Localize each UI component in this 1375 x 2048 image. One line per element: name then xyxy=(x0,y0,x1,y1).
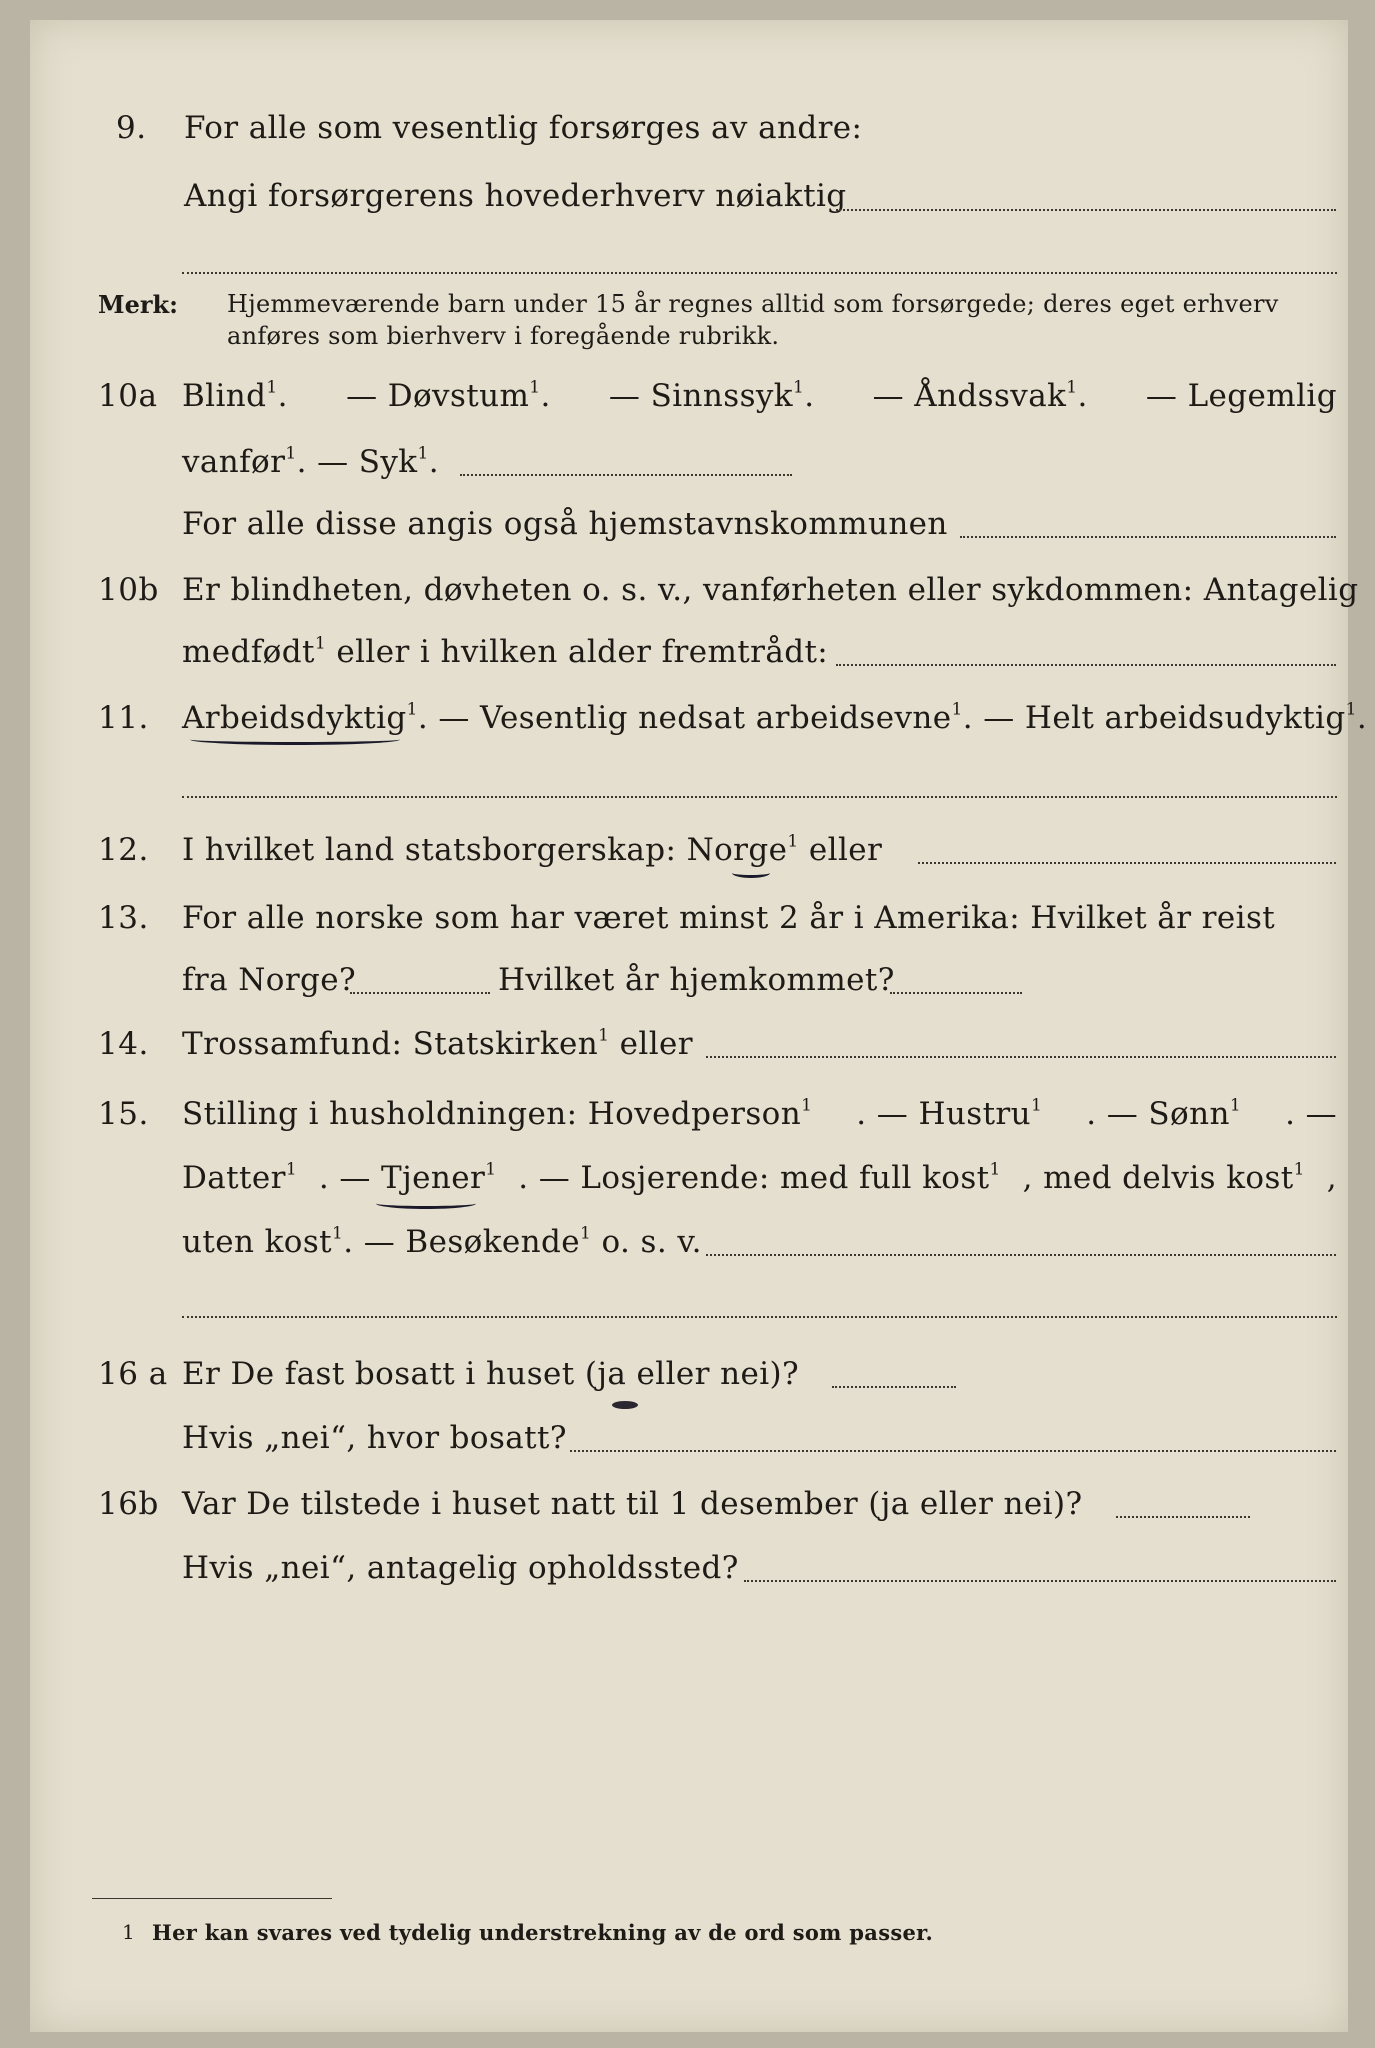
pen-underline-mark xyxy=(732,868,770,878)
answer-field[interactable] xyxy=(744,1580,1336,1582)
question-text: For alle disse angis også hjemstavnskommunen xyxy=(182,506,948,542)
question-text xyxy=(182,378,1337,414)
question-number: 13. xyxy=(98,900,149,936)
answer-field[interactable] xyxy=(960,536,1336,538)
pen-underline-mark xyxy=(376,1198,476,1209)
option-arbeidsdyktig[interactable]: Arbeidsdyktig xyxy=(182,700,407,736)
question-text: Hvis „nei“, hvor bosatt? xyxy=(182,1420,567,1456)
census-form-page xyxy=(30,20,1368,2032)
footnote-marker: 1 xyxy=(122,1920,135,1944)
answer-field[interactable] xyxy=(832,1386,956,1388)
option-sinnssyk[interactable]: — Sinnssyk$^1$. xyxy=(608,377,815,414)
question-number: 9. xyxy=(116,110,147,146)
question-number: 12. xyxy=(98,832,149,868)
question-number: 15. xyxy=(98,1096,149,1132)
answer-field[interactable] xyxy=(182,796,1337,798)
pen-underline-mark xyxy=(190,734,400,745)
footnote-rule xyxy=(92,1898,332,1899)
option-blind[interactable]: Blind$^1$. xyxy=(182,377,288,414)
question-text: Trossamfund: Statskirken$^1$ eller xyxy=(182,1025,694,1062)
answer-field[interactable] xyxy=(890,992,1022,994)
question-text: Hvilket år hjemkommet? xyxy=(498,962,895,998)
answer-field[interactable] xyxy=(350,992,490,994)
question-text: For alle norske som har været minst 2 år i Amerika: Hvilket år reist xyxy=(182,900,1276,936)
answer-field[interactable] xyxy=(182,1316,1337,1318)
note-text: Hjemmeværende barn under 15 år regnes alltid som forsørgede; deres eget erhverv xyxy=(227,290,1279,318)
answer-field[interactable] xyxy=(836,664,1336,666)
question-text: Er De fast bosatt i huset (ja eller nei)? xyxy=(182,1356,800,1392)
question-number: 16b xyxy=(98,1486,159,1522)
question-text: For alle som vesentlig forsørges av andre: xyxy=(184,110,863,146)
answer-field[interactable] xyxy=(460,474,792,476)
answer-field[interactable] xyxy=(182,272,1337,274)
question-text: Hvis „nei“, antagelig opholdssted? xyxy=(182,1550,739,1586)
question-text: Stilling i husholdningen: Hovedperson$^1$ . — Hustru$^1$ . — Sønn$^1$ . — xyxy=(182,1095,1337,1132)
question-number: 14. xyxy=(98,1026,149,1062)
answer-field[interactable] xyxy=(836,209,1336,211)
answer-field[interactable] xyxy=(570,1450,1336,1452)
footnote-text: Her kan svares ved tydelig understrekning av de ord som passer. xyxy=(152,1920,934,1945)
note-text: anføres som bierhverv i foregående rubrikk. xyxy=(227,322,780,350)
answer-field[interactable] xyxy=(706,1254,1336,1256)
note-label: Merk: xyxy=(98,290,178,319)
question-text: medfødt$^1$ eller i hvilken alder fremtrådt: xyxy=(182,633,829,670)
answer-field[interactable] xyxy=(918,862,1336,864)
ink-blot xyxy=(612,1401,638,1409)
question-text: uten kost$^1$. — Besøkende$^1$ o. s. v. xyxy=(182,1223,702,1260)
answer-field[interactable] xyxy=(1116,1516,1250,1518)
answer-field[interactable] xyxy=(706,1056,1336,1058)
question-text: I hvilket land statsborgerskap: Norge$^1$ eller xyxy=(182,831,883,868)
question-text: Er blindheten, døvheten o. s. v., vanførheten eller sykdommen: Antagelig xyxy=(182,572,1359,608)
question-text: Arbeidsdyktig$^1$. — Vesentlig nedsat arbeidsevne$^1$. — Helt arbeidsudyktig$^1$. xyxy=(182,699,1368,736)
option-tjener[interactable]: . — Tjener$^1$ xyxy=(318,1159,497,1196)
question-text: Datter$^1$ . — Tjener$^1$ . — Losjerende: med full kost$^1$ , med delvis kost$^1$ , xyxy=(182,1159,1337,1196)
question-text: Var De tilstede i huset natt til 1 desember (ja eller nei)? xyxy=(182,1486,1083,1522)
option-legemlig[interactable]: — Legemlig xyxy=(1145,378,1337,414)
question-number: 10a xyxy=(98,378,158,414)
option-andssvak[interactable]: — Åndssvak$^1$. xyxy=(872,377,1088,414)
question-number: 11. xyxy=(98,700,149,736)
question-text: fra Norge? xyxy=(182,962,357,998)
option-norge[interactable]: Norge xyxy=(686,832,788,868)
option-dovstum[interactable]: — Døvstum$^1$. xyxy=(346,377,551,414)
question-text: vanfør$^1$. — Syk$^1$. xyxy=(182,443,439,480)
question-number: 10b xyxy=(98,572,159,608)
question-text: Angi forsørgerens hovederhverv nøiaktig xyxy=(184,178,847,214)
question-number: 16 a xyxy=(98,1356,168,1392)
